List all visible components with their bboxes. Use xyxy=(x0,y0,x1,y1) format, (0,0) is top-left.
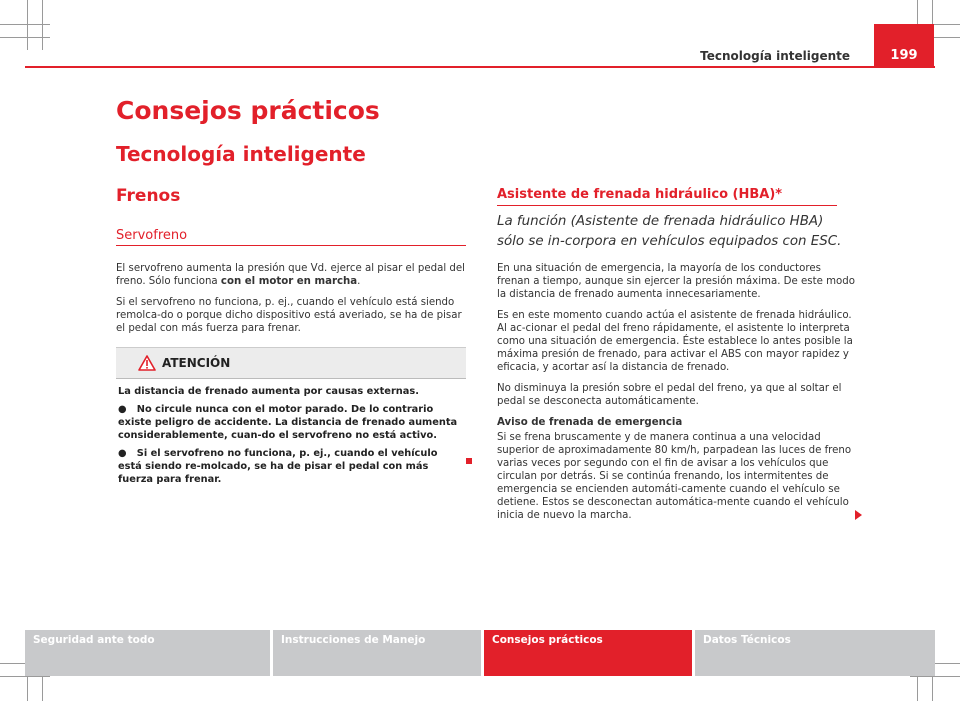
warning-lead: La distancia de frenado aumenta por causas externas. xyxy=(118,386,419,397)
end-of-section-marker xyxy=(466,458,472,464)
crop-mark xyxy=(0,676,50,677)
warning-bullet xyxy=(118,447,462,486)
section-title: Consejos prácticos xyxy=(116,96,380,125)
paragraph: Si el servofreno no funciona, p. ej., cuando el vehículo está siendo remolca-do o porque dicho dispositivo está averiado, se ha de pisar el pedal con más fuerza para frenar. xyxy=(116,297,462,334)
crop-mark xyxy=(910,676,960,677)
warning-bullet xyxy=(118,403,462,442)
footer-tab-consejos[interactable]: Consejos prácticos xyxy=(484,630,692,676)
text: No circule nunca con el motor parado. De lo contrario existe peligro de accidente. La distancia de frenado aumenta considerablemente, cuan-do el servofreno no está activo. xyxy=(118,404,458,441)
crop-mark xyxy=(0,24,50,25)
hba-intro: La función (Asistente de frenada hidráulico HBA) sólo se in-corpora en vehículos equipados con ESC. xyxy=(497,214,842,249)
text: Si el servofreno no funciona, p. ej., cuando el vehículo está siendo re-molcado, se ha de pisar el pedal con más fuerza para frenar. xyxy=(118,448,438,485)
crop-mark xyxy=(27,0,28,50)
header-rule xyxy=(25,66,935,68)
hba-heading: Asistente de frenada hidráulico (HBA)* xyxy=(497,187,783,202)
warning-triangle-icon xyxy=(138,355,156,371)
warning-header xyxy=(116,347,466,379)
right-heading-rule xyxy=(497,205,837,206)
left-body xyxy=(116,262,468,343)
paragraph: No disminuya la presión sobre el pedal del freno, ya que al soltar el pedal se desconecta automáticamente. xyxy=(497,383,842,407)
footer-tab-instrucciones[interactable]: Instrucciones de Manejo xyxy=(273,630,481,676)
paragraph xyxy=(116,262,468,288)
running-header-title: Tecnología inteligente xyxy=(700,49,850,63)
paragraph: Es en este momento cuando actúa el asistente de frenada hidráulico. Al ac-cionar el pedal del freno rápidamente, el asistente lo interpreta como una situación de emergencia. Éste establece lo antes posible la máxima presión de frenado, para activar el ABS con mayor rapidez y eficacia, y acortar así la distancia de frenado. xyxy=(497,310,853,373)
subheading-servofreno: Servofreno xyxy=(116,228,188,243)
warning-body xyxy=(116,379,466,486)
bullet-icon: ● xyxy=(118,404,127,415)
warning-box xyxy=(116,347,466,485)
crop-mark xyxy=(0,37,50,38)
text: El servofreno aumenta la presión que Vd. ejerce al pisar el pedal del freno. Sólo funciona xyxy=(116,263,465,287)
subheading-frenos: Frenos xyxy=(116,186,181,206)
continue-arrow-icon xyxy=(855,510,862,520)
bullet-icon: ● xyxy=(118,448,127,459)
left-heading-rule xyxy=(116,245,466,246)
text-bold: con el motor en marcha xyxy=(220,276,358,287)
right-body xyxy=(497,262,857,530)
footer-tab-datos[interactable]: Datos Técnicos xyxy=(695,630,935,676)
page-number: 199 xyxy=(874,24,934,68)
paragraph: Si se frena bruscamente y de manera continua a una velocidad superior de aproximadamente 80 km/h, parpadean las luces de freno varias veces por segundo con el fin de avisar a los vehículos que circulan por detrás. Si se continúa frenando, los intermitentes de emergencia se encienden automáti-camente cuando el vehículo se detiene. Estos se desconectan automática-mente cuando el vehículo inicia de nuevo la marcha. xyxy=(497,432,852,521)
subheading-aviso: Aviso de frenada de emergencia xyxy=(497,417,683,428)
paragraph: En una situación de emergencia, la mayoría de los conductores frenan a tiempo, aunque sin ejercer la presión máxima. De este modo la distancia de frenado aumenta innecesariamente. xyxy=(497,263,855,300)
footer-tab-seguridad[interactable]: Seguridad ante todo xyxy=(25,630,270,676)
chapter-title: Tecnología inteligente xyxy=(116,142,366,166)
warning-title: ATENCIÓN xyxy=(162,356,231,370)
text: . xyxy=(357,276,361,287)
crop-mark xyxy=(42,0,43,50)
